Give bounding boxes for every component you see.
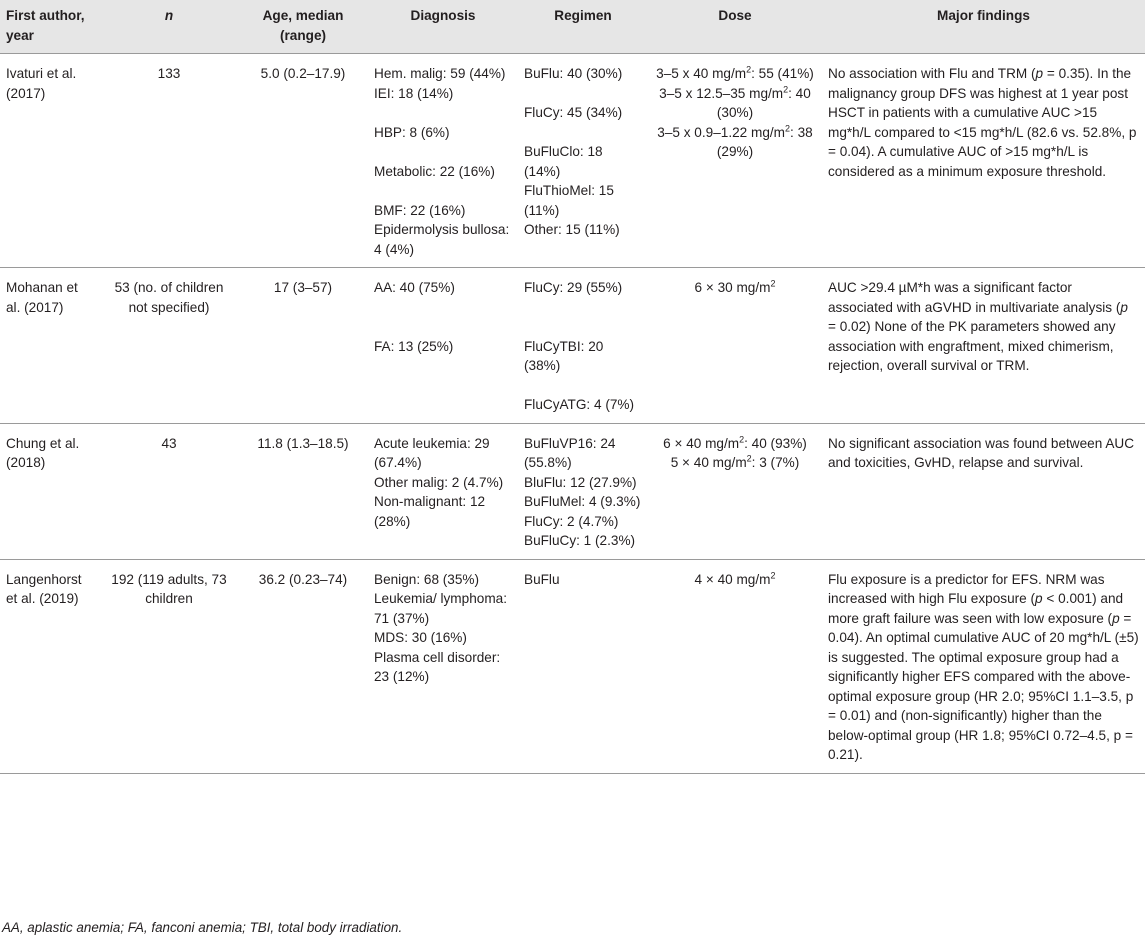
cell-diagnosis: AA: 40 (75%) FA: 13 (25%) bbox=[374, 280, 455, 354]
cell-diagnosis: Benign: 68 (35%) Leukemia/ lymphoma: 71 (37%) MDS: 30 (16%) Plasma cell disorder: 23 (12%) bbox=[374, 571, 507, 684]
table-row bbox=[0, 423, 1145, 559]
cell-n: 192 (119 adults, 73 children bbox=[111, 571, 227, 606]
cell-n: 133 bbox=[157, 66, 181, 81]
cell-regimen: FluCy: 29 (55%) FluCyTBI: 20 (38%) FluCyATG: 4 (7%) bbox=[524, 280, 635, 412]
cell-diagnosis: Hem. malig: 59 (44%) IEI: 18 (14%) HBP: 8 (6%) Metabolic: 22 (16%) BMF: 22 (16%) Epidermolysis bullosa: 4 (4%) bbox=[374, 66, 510, 257]
cell-findings: No association with Flu and TRM (p = 0.35). In the malignancy group DFS was highest at 1 year post HSCT in patients with a cumulative AUC >15 mg*h/L compared to <15 mg*h/L (82.6 vs. 52.8%, p = 0.04). A cumulative AUC of >15 mg*h/L is considered as a minimum exposure threshold. bbox=[828, 66, 1137, 179]
cell-dose: 6 × 30 $mg/m^2$ bbox=[694, 278, 776, 295]
cell-author: Langenhorst et al. (2019) bbox=[6, 571, 82, 606]
cell-age: 11.8 (1.3–18.5) bbox=[257, 435, 349, 451]
header-row bbox=[0, 0, 1145, 54]
cell-findings: Flu exposure is a predictor for EFS. NRM was increased with high Flu exposure (p < 0.001) and more graft failure was seen with low exposure (p = 0.04). An optimal cumulative AUC of 20 mg*h/L (±5) is suggested. The optimal exposure group had a significantly higher EFS compared with the above-optimal exposure group (HR 2.0; 95%CI 1.1–3.5, p = 0.01) and (non-significantly) higher than the below-optimal group (HR 1.8; 95%CI 0.72–4.5, p = 0.21). bbox=[828, 571, 1139, 762]
cell-age: 17 (3–57) bbox=[273, 280, 333, 295]
cell-findings: No significant association was found between AUC and toxicities, GvHD, relapse and survival. bbox=[828, 435, 1135, 470]
cell-age: 5.0 (0.2–17.9) bbox=[260, 66, 346, 81]
header-n: n bbox=[164, 8, 174, 23]
cell-author: Mohanan et al. (2017) bbox=[6, 280, 78, 315]
cell-regimen: BuFluVP16: 24 (55.8%) BluFlu: 12 (27.9%) BuFluMel: 4 (9.3%) FluCy: 2 (4.7%) BuFluCy: 1 (2.3%) bbox=[524, 435, 641, 548]
cell-n: 43 bbox=[161, 435, 177, 451]
cell-age: 36.2 (0.23–74) bbox=[258, 571, 348, 587]
cell-diagnosis: Acute leukemia: 29 (67.4%) Other malig: 2 (4.7%) Non-malignant: 12 (28%) bbox=[374, 435, 504, 529]
table-row bbox=[0, 559, 1145, 773]
header-regimen: Regimen bbox=[554, 8, 612, 23]
cell-dose: 3–5 x 40 $mg/m^2$: 55 (41%) 3–5 x 12.5–35 $mg/m^2$: 40 (30%) 3–5 x 0.9–1.22 $mg/m^2$: 38 (29%) bbox=[656, 64, 814, 159]
header-age: Age, median (range) bbox=[262, 8, 344, 43]
cell-n: 53 (no. of children not specified) bbox=[114, 280, 224, 315]
table-footnote: AA, aplastic anemia; FA, fanconi anemia; TBI, total body irradiation. bbox=[2, 920, 403, 935]
cell-dose: 6 × 40 $mg/m^2$: 40 (93%) 5 × 40 $mg/m^2$: 3 (7%) bbox=[663, 433, 807, 470]
table-row bbox=[0, 268, 1145, 424]
cell-dose: 4 × 40 $mg/m^2$ bbox=[694, 569, 776, 587]
cell-author: Chung et al. (2018) bbox=[6, 435, 80, 470]
cell-regimen: BuFlu bbox=[524, 571, 560, 587]
cell-regimen: BuFlu: 40 (30%) FluCy: 45 (34%) BuFluClo: 18 (14%) FluThioMel: 15 (11%) Other: 15 (11%) bbox=[524, 66, 623, 237]
cell-findings: AUC >29.4 µM*h was a significant factor associated with aGVHD in multivariate analysis (p = 0.02) None of the PK parameters showed any association with engraftment, mixed chimerism, rejection, overall survival or TRM. bbox=[828, 280, 1128, 373]
header-diagnosis: Diagnosis bbox=[410, 8, 476, 23]
header-findings: Major findings bbox=[937, 8, 1030, 23]
header-author: First author, year bbox=[6, 8, 85, 43]
cell-author: Ivaturi et al. (2017) bbox=[6, 66, 77, 101]
table-row bbox=[0, 54, 1145, 268]
header-dose: Dose bbox=[718, 8, 752, 23]
